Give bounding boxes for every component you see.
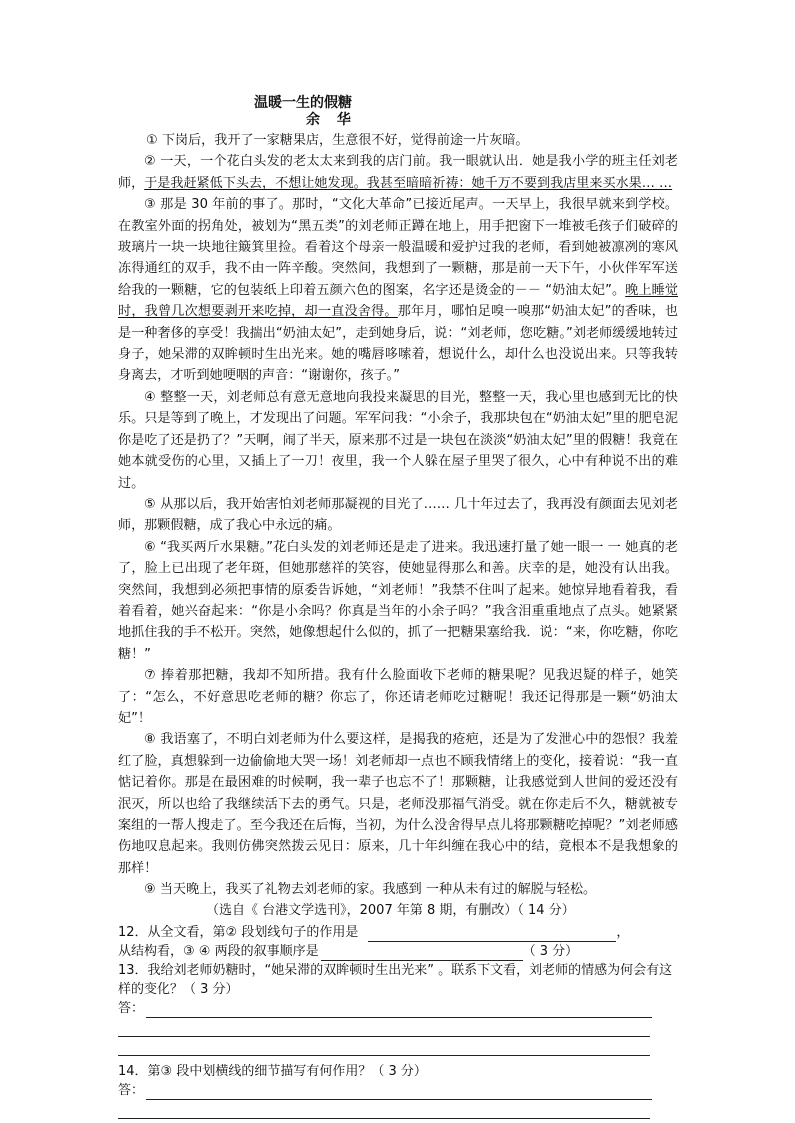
paragraph-6 — [118, 537, 678, 665]
paragraph-8 — [118, 729, 678, 879]
answer-line[interactable] — [118, 1100, 650, 1119]
article-title: 温暖一生的假糖 — [254, 95, 352, 111]
answer-line[interactable] — [146, 1084, 652, 1100]
article-author: 余 华 — [306, 112, 357, 128]
comma: ， — [616, 924, 630, 940]
question-13: 13．我给刘老师奶糖时，“她呆滞的双眸顿时生出光来” 。联系下文看，刘老师的情感为何会有这样的变化？（ 3 分） — [118, 962, 673, 997]
paragraph-text: ② 一天，一个花白头发的老太太来到我的店门前。我一眼就认出．她是我小学的班主任刘老师， — [118, 154, 678, 191]
paragraph-text: ⑧ 我语塞了，不明白刘老师为什么要这样，是揭我的疮疤，还是为了发泄心中的怨恨？我羞红了脸，真想躲到一边偷偷地大哭一场！刘老师却一点也不顾我情绪上的变化，接着说：“我一直惦记着你。那是在最困难的时候啊，我一辈子也忘不了！那颗糖，让我感觉到人世间的爱还没有泯灭，所以也给了我继续活下去的勇气。只是，老师没那福气消受。就在你走后不久，糖就被专案组的一帮人搜走了。至今我还在后悔，当初，为什么没舍得早点儿将那颗糖吃掉呢？”刘老师感伤地叹息起来。我则仿佛突然拨云见日：原来，几十年纠缠在我心中的结，竟根本不是我想象的那样！ — [118, 732, 678, 876]
paragraph-text: ⑤ 从那以后，我开始害怕刘老师那凝视的目光了…… 几十年过去了，我再没有颜面去见刘老师，那颗假糖，成了我心中永远的痛。 — [118, 496, 678, 534]
paragraph-3 — [118, 194, 678, 387]
paragraph-2 — [118, 151, 678, 194]
underlined-sentence: 于是我赶紧低下头去，不想让她发现。我甚至暗暗祈祷：她千万不要到我店里来买水果… … — [144, 175, 673, 191]
answer-13-row — [118, 999, 678, 1018]
paragraph-text: ④ 整整一天，刘老师总有意无意地向我投来凝思的目光，整整一天，我心里也感到无比的快乐。只是等到了晚上，才发现出了问题。军军问我：“小余子，我那块包在“奶油太妃”里的肥皂泥你是吃了还是扔了？”天啊，闹了半天，原来那不过是一块包在淡淡“奶油太妃”里的假糖！我竟在她本就受伤的心里，又插上了一刀！夜里，我一个人躲在屋子里哭了很久，心中有种说不出的难过。 — [118, 389, 678, 491]
answer-label: 答： — [118, 1082, 145, 1098]
question-12-text-2: 从结构看，③ ④ 两段的叙事顺序是 — [118, 943, 319, 959]
document-page — [118, 94, 678, 1119]
question-14: 14．第③ 段中划横线的细节描写有何作用？（ 3 分） — [118, 1063, 427, 1079]
score-note: （ 3 分） — [522, 943, 579, 959]
questions-section — [118, 923, 678, 1119]
answer-line[interactable] — [146, 1002, 652, 1018]
paragraph-5 — [118, 494, 678, 537]
article-source: （选自《 台港文学选刊》，2007 年第 8 期，有删改）（ 14 分） — [206, 902, 575, 918]
question-12-line-1 — [118, 923, 678, 942]
paragraph-text: ⑨ 当天晚上，我买了礼物去刘老师的家。我感到 一种从未有过的解脱与轻松。 — [144, 882, 597, 898]
answer-line[interactable] — [118, 1018, 650, 1037]
paragraph-text-continued: 那年月，哪怕足嗅一嗅那“奶油太妃”的香味，也是一种奢侈的享受！我揣出“奶油太妃”，走到她身后，说：“刘老师，您吃糖。”刘老师缓缓地转过身子，她呆滞的双眸顿时生出光来。她的嘴唇哆嗦着，想说什么，却什么也没说出来。只等我转身离去，才听到她哽咽的声音：“谢谢你，孩子。” — [118, 304, 678, 384]
question-12-text: 12．从全文看，第② 段划线句子的作用是 — [118, 924, 359, 940]
paragraph-text: ⑥ “我买两斤水果糖。”花白头发的刘老师还是走了进来。我迅速打量了她一眼一 一 她真的老了，脸上已出现了老年斑，但她那慈祥的笑容，使她显得那么和善。庆幸的是，她没有认出我。突然间，我想到必须把事情的原委告诉她，“刘老师！”我禁不住叫了起来。她惊异地看着我，看着看着，她兴奋起来：“你是小余吗？你真是当年的小余子吗？”我含泪重重地点了点头。她紧紧地抓住我的手不松开。突然，她像想起什么似的，抓了一把糖果塞给我．说：“来，你吃糖，你吃糖！” — [118, 539, 678, 662]
answer-label: 答： — [118, 1000, 145, 1016]
paragraph-text: ③ 那是 30 年前的事了。那时，“文化大革命”已接近尾声。一天早上，我很早就来到学校。在教室外面的拐角处，被划为“黑五类”的刘老师正蹲在地上，用手把窗下一堆被毛孩子们破碎的玻璃片一块一块地往簸箕里捡。看着这个母亲一般温暖和爱护过我的老师，看到她被凛冽的寒风冻得通红的双手，我不由一阵辛酸。突然间，我想到了一颗糖，那是前一天下午，小伙伴军军送给我的一颗糖，它的包装纸上印着五颜六色的图案，名字还是烫金的－－ “奶油太妃”。 — [118, 197, 678, 298]
answer-line[interactable] — [118, 1037, 650, 1056]
paragraph-1 — [118, 130, 678, 151]
paragraph-9 — [118, 879, 678, 900]
underlined-detail: 晚上睡觉时，我曾几次想要剥开来吃掉，却一直没舍得。 — [118, 282, 679, 320]
paragraph-text: ① 下岗后，我开了一家糖果店，生意很不好，觉得前途一片灰暗。 — [146, 133, 529, 148]
question-12-line-2 — [118, 942, 678, 961]
paragraph-4 — [118, 387, 678, 494]
answer-blank-12a[interactable] — [368, 927, 616, 942]
answer-blank-12b[interactable] — [321, 946, 523, 961]
paragraph-7 — [118, 665, 678, 729]
article-body — [118, 130, 678, 901]
answer-14-row — [118, 1081, 678, 1100]
paragraph-text: ⑦ 捧着那把糖，我却不知所措。我有什么脸面收下老师的糖果呢？见我迟疑的样子，她笑了：“怎么，不好意思吃老师的糖？你忘了，你还请老师吃过糖呢！我还记得那是一颗“奶油太妃”！ — [118, 668, 678, 726]
